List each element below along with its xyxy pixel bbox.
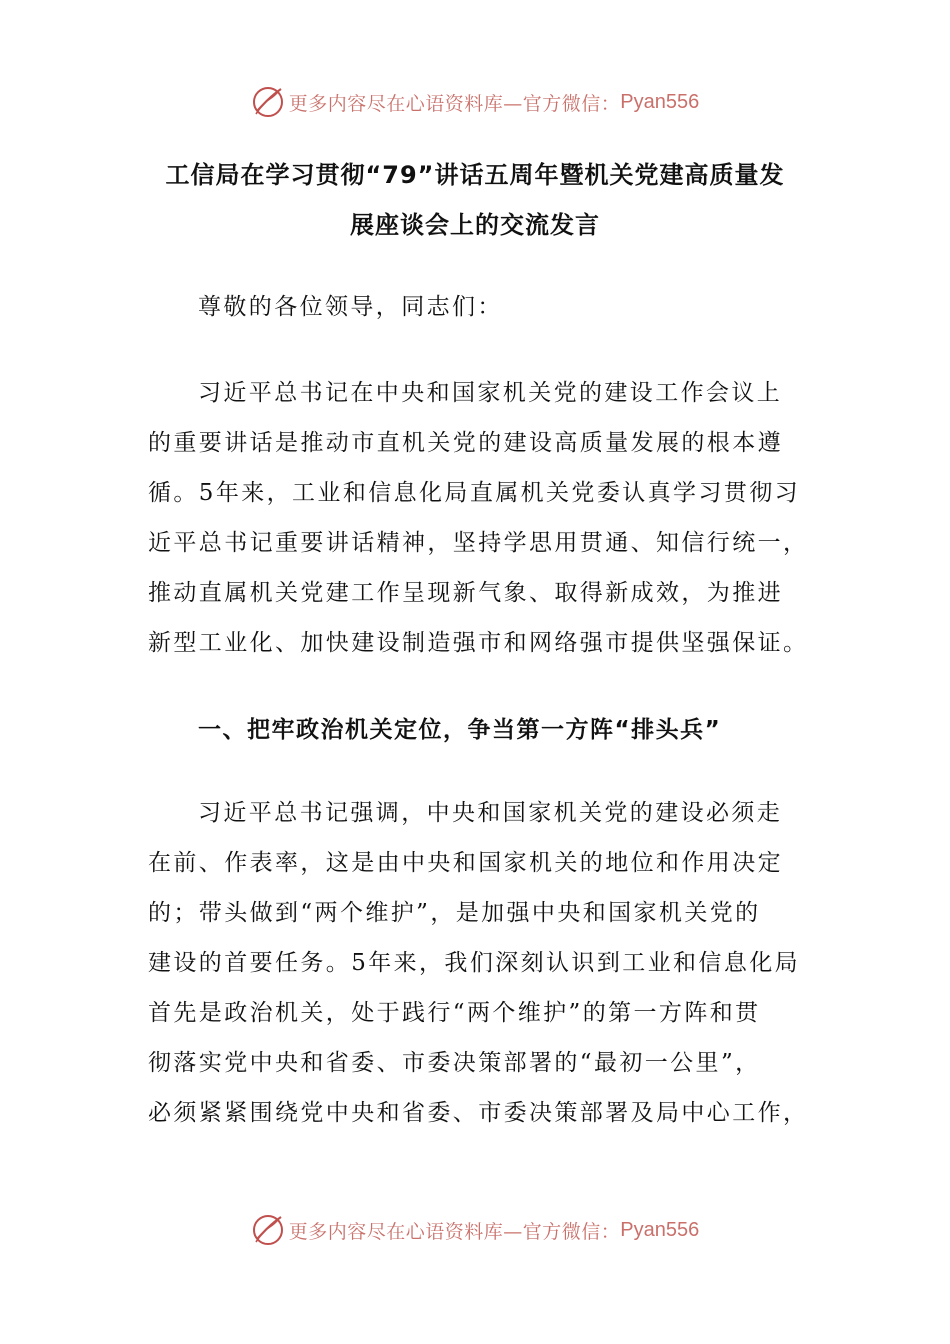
wechat-id: Pyan556 [620, 1218, 700, 1241]
paragraph-line: 的重要讲话是推动市直机关党的建设高质量发展的根本遵 [148, 430, 783, 456]
paragraph-line: 必须紧紧围绕党中央和省委、市委决策部署及局中心工作， [148, 1100, 809, 1126]
title-line: 工信局在学习贯彻“79”讲话五周年暨机关党建高质量发 [165, 161, 785, 189]
paragraph-line: 新型工业化、加快建设制造强市和网络强市提供坚强保证。 [148, 630, 809, 656]
paragraph-line: 的；带头做到“两个维护”，是加强中央和国家机关党的 [148, 900, 761, 926]
wechat-id: Pyan556 [620, 90, 700, 113]
paragraph-section1 [148, 788, 809, 1138]
quill-pen-logo-icon [251, 85, 285, 119]
document-title [150, 150, 800, 250]
quill-pen-logo-icon [251, 1213, 285, 1247]
paragraph-line: 近平总书记重要讲话精神，坚持学思用贯通、知信行统一， [148, 530, 809, 556]
title-line: 展座谈会上的交流发言 [350, 211, 600, 239]
banner-text: 更多内容尽在心语资料库—官方微信： [288, 92, 621, 115]
section-heading: 一、把牢政治机关定位，争当第一方阵“排头兵” [198, 717, 722, 743]
paragraph-line: 彻落实党中央和省委、市委决策部署的“最初一公里”， [148, 1050, 761, 1076]
paragraph-line: 循。5年来，工业和信息化局直属机关党委认真学习贯彻习 [148, 480, 801, 506]
paragraph-line: 在前、作表率，这是由中央和国家机关的地位和作用决定 [148, 850, 783, 876]
paragraph-line: 习近平总书记在中央和国家机关党的建设工作会议上 [198, 380, 783, 406]
header-banner [0, 82, 950, 122]
paragraph-line: 推动直属机关党建工作呈现新气象、取得新成效，为推进 [148, 580, 783, 606]
paragraph-line: 建设的首要任务。5年来，我们深刻认识到工业和信息化局 [148, 950, 801, 976]
footer-banner [0, 1210, 950, 1250]
greeting: 尊敬的各位领导，同志们： [198, 294, 503, 320]
paragraph-line: 首先是政治机关，处于践行“两个维护”的第一方阵和贯 [148, 1000, 761, 1026]
paragraph-intro [148, 368, 809, 668]
banner-text: 更多内容尽在心语资料库—官方微信： [288, 1220, 621, 1243]
paragraph-line: 习近平总书记强调，中央和国家机关党的建设必须走 [198, 800, 783, 826]
